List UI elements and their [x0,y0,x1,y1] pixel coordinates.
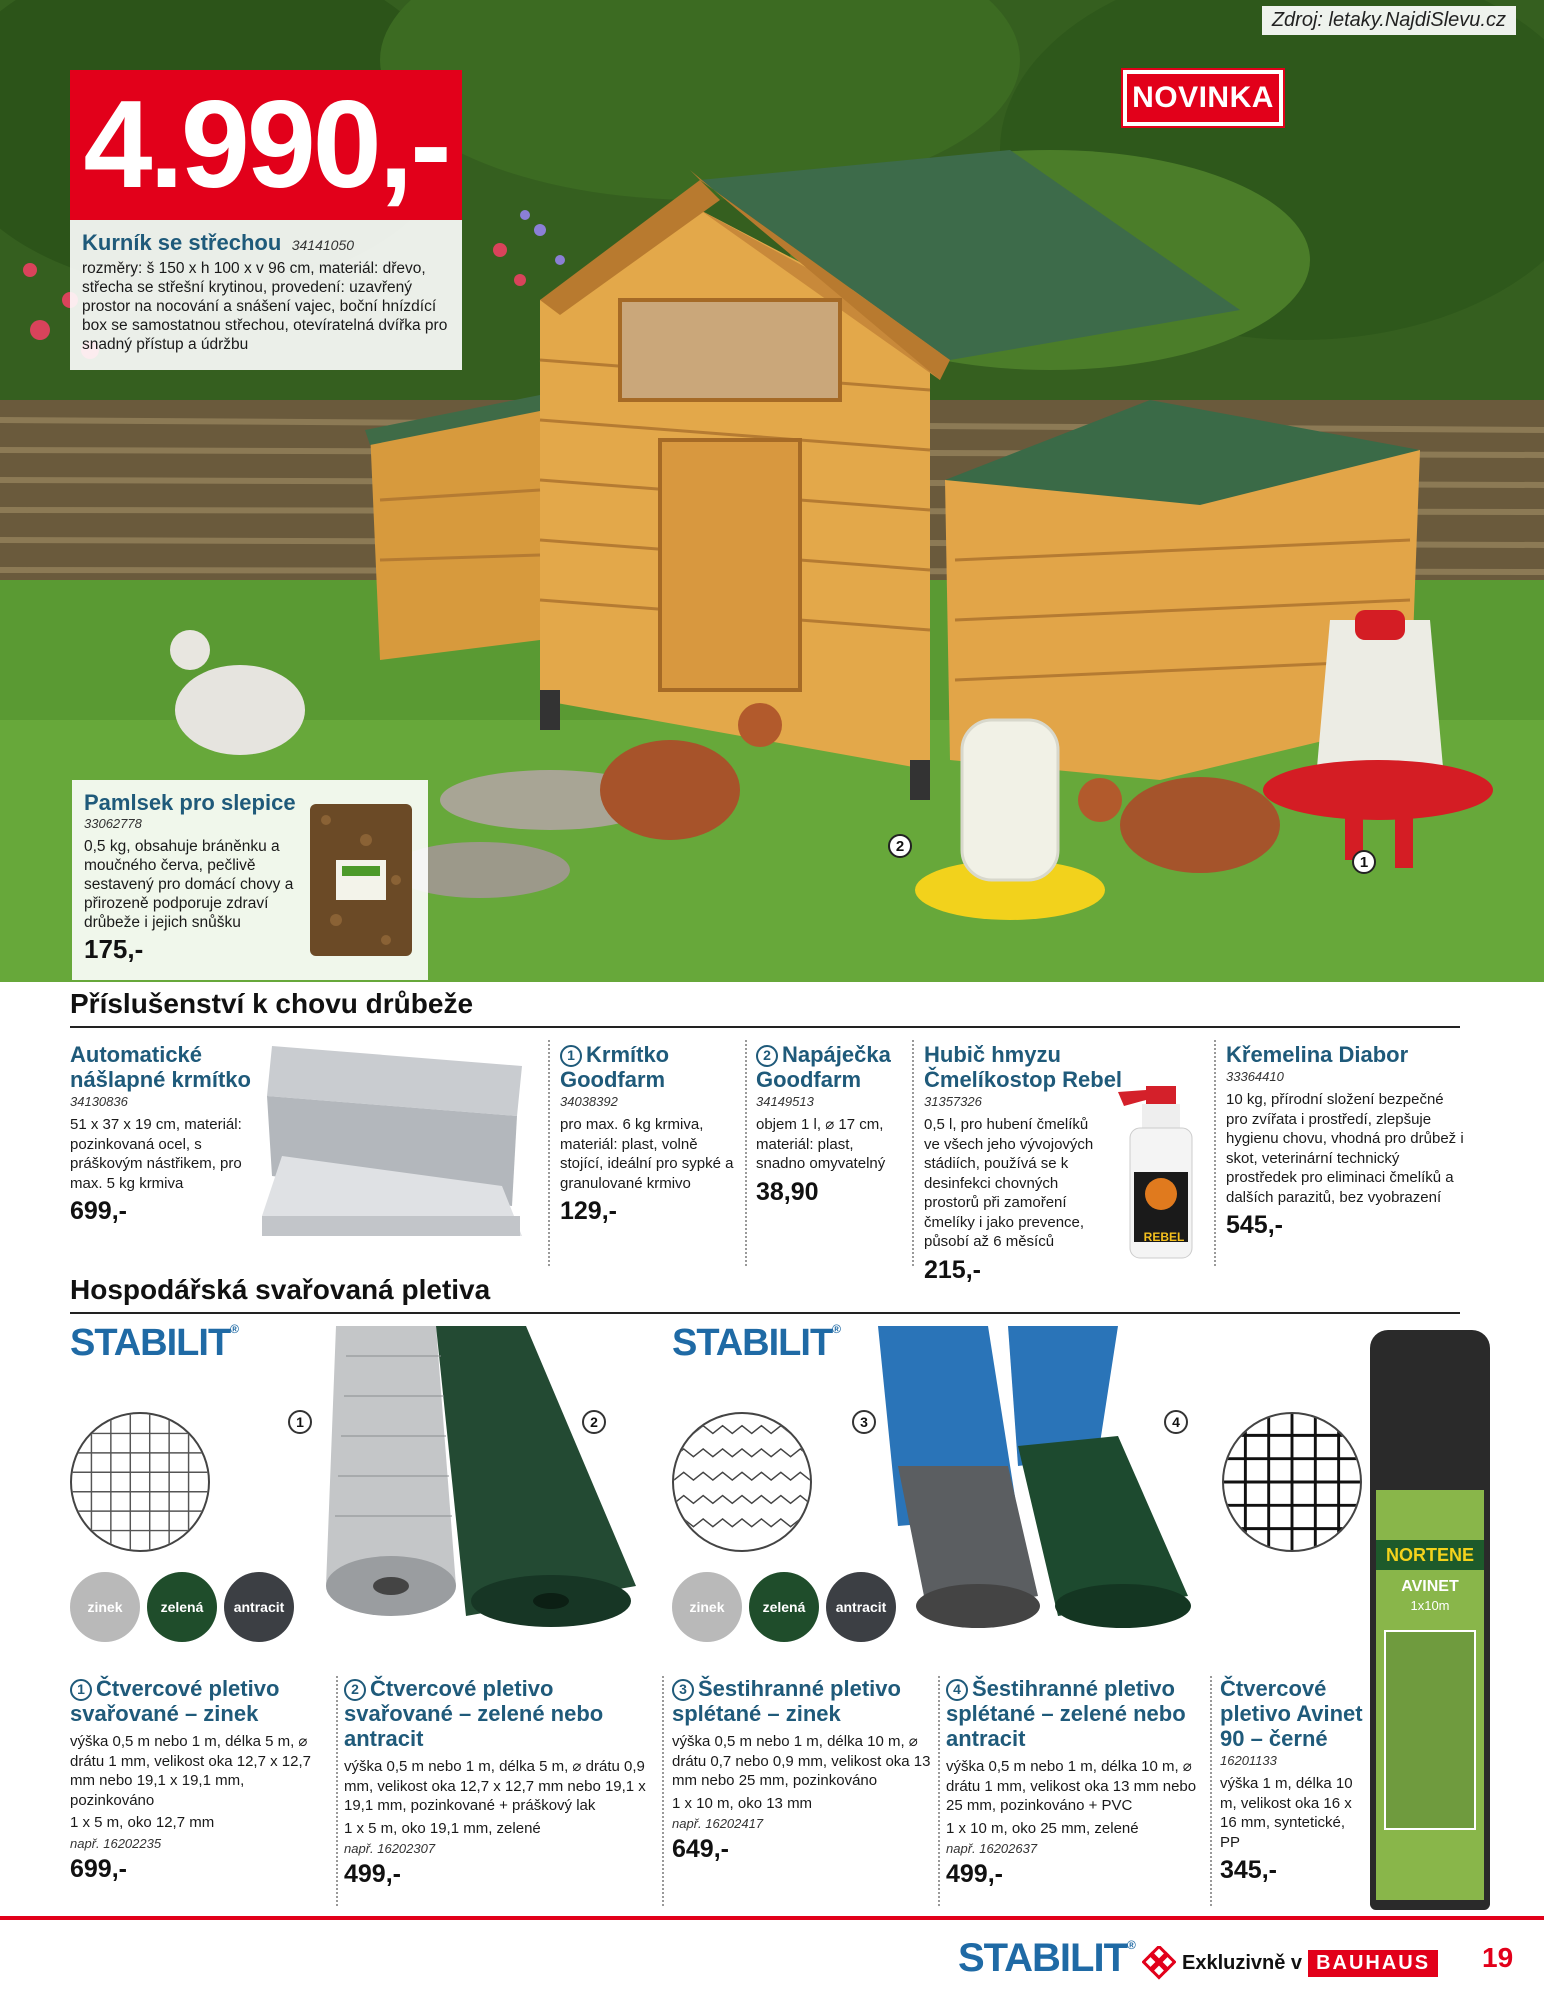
product-price: 649,- [672,1835,729,1863]
source-note: Zdroj: letaky.NajdiSlevu.cz [1262,6,1516,35]
hexagonal-mesh-rolls-image [868,1316,1198,1628]
product-variant: 1 x 5 m, oko 12,7 mm [70,1814,215,1831]
auto-feeder-image [252,1036,537,1254]
product-name: Šestihranné pletivo splétané – zelené nebo antracit [946,1676,1186,1751]
treat-bag-image [306,800,416,960]
product-description: pro max. 6 kg krmiva, materiál: plast, volně stojící, ideální pro sypké a granulované krmivo [560,1116,734,1192]
product-feeder-goodfarm [560,1042,740,1226]
footer-divider [0,1916,1544,1920]
exclusive-text: Exkluzivně v [1182,1951,1303,1974]
coop-name: Kurník se střechou [82,230,282,255]
hexagonal-mesh-icon [672,1412,812,1552]
product-diatomite [1226,1042,1466,1240]
product-code: např. 16202235 [70,1835,162,1851]
product-name: Automatické nášlapné krmítko [70,1042,251,1092]
product-code: 16201133 [1220,1753,1277,1768]
product-description: 51 x 37 x 19 cm, materiál: pozinkovaná ocel, s práškovým nástřikem, pro max. 5 kg krmiva [70,1116,242,1192]
footer-stabilit-logo: STABILIT® [958,1936,1135,1980]
product-price: 129,- [560,1197,617,1225]
product-variant: 1 x 10 m, oko 13 mm [672,1794,813,1812]
product-waterer-goodfarm [756,1042,906,1207]
roll-marker-3: 3 [852,1410,876,1434]
new-product-badge: NOVINKA [1123,70,1283,126]
coop-info [70,220,462,370]
product-description: výška 0,5 m nebo 1 m, délka 5 m, ⌀ drátu 1 mm, velikost oka 12,7 x 12,7 mm nebo 19,1 x 19,1 mm, pozinkováno [70,1733,311,1809]
separator [938,1676,940,1906]
coop-description: rozměry: š 150 x h 100 x v 96 cm, materiál: dřevo, střecha se střešní krytinou, provedení: uzavřený prostor na nocování a snášení vajec, boční hnízdící box se samostatnou střechou, otevíratelná dvířka pro snadný přístup a údržbu [82,260,448,353]
product-variant: 1 x 5 m, oko 19,1 mm, zelené [344,1819,541,1837]
product-price: 545,- [1226,1211,1283,1239]
product-number: 4 [946,1679,968,1701]
roll-marker-2: 2 [582,1410,606,1434]
footer-exclusive [1142,1946,1438,1980]
product-number: 1 [560,1045,582,1067]
product-name: Krmítko Goodfarm [560,1042,670,1092]
product-description: výška 0,5 m nebo 1 m, délka 10 m, ⌀ drátu 0,7 nebo 0,9 mm, velikost oka 13 mm nebo 25 mm, pozinkováno [672,1733,931,1789]
treat-code: 33062778 [84,816,142,831]
sprayer-label: REBEL [1143,1230,1185,1244]
separator [1214,1040,1216,1266]
product-price: 499,- [344,1860,401,1888]
avinet-size: 1x10m [1410,1598,1450,1613]
product-description: 10 kg, přírodní složení bezpečné pro zvířata i prostředí, zlepšuje hygienu chovu, vhodná pro drůbež i skot, veterinární technický prostředek pro eliminaci čmelíků a dalších parazitů, bez vyobrazení [1226,1091,1464,1206]
separator [336,1676,338,1906]
treat-info [72,780,428,980]
hero-banner [0,0,1544,982]
product-description: výška 0,5 m nebo 1 m, délka 5 m, ⌀ drátu 0,9 mm, velikost oka 12,7 x 12,7 mm nebo 19,1 x 19,1 mm, pozinkované + práškový lak [344,1758,646,1814]
stabilit-logo: STABILIT® [672,1322,841,1364]
product-code: např. 16202307 [344,1841,436,1856]
product-name: Hubič hmyzu Čmelíkostop Rebel [924,1042,1123,1092]
product-number: 2 [344,1679,366,1701]
treat-name: Pamlsek pro slepice [84,790,296,815]
stabilit-logo: STABILIT® [70,1322,239,1364]
coop-price: 4.990,- [70,70,462,220]
coop-code: 34141050 [291,237,355,253]
roll-marker-4: 4 [1164,1410,1188,1434]
accessories-section-title: Příslušenství k chovu drůbeže [70,988,474,1019]
separator [662,1676,664,1906]
product-description: výška 1 m, délka 10 m, velikost oka 16 x 16 mm, syntetické, PP [1220,1775,1353,1851]
product-square-mesh-green [344,1676,654,1889]
product-description: 0,5 l, pro hubení čmelíků ve všech jeho vývojových stádiích, používá se k desinfekci chovných prostorů při zamoření čmelíky i jako prevence, působí až 6 měsíců [924,1116,1094,1250]
bauhaus-flower-icon [1142,1946,1176,1980]
product-name: Napáječka Goodfarm [756,1042,891,1092]
product-number: 2 [756,1045,778,1067]
product-hex-mesh-zinc [672,1676,934,1864]
product-avinet-mesh [1220,1676,1365,1885]
product-code: 34038392 [560,1094,618,1109]
product-code: 34130836 [70,1094,128,1109]
roll-marker-1: 1 [288,1410,312,1434]
separator [548,1040,550,1266]
color-swatch-anthracite: antracit [224,1572,294,1642]
product-price: 38,90 [756,1177,819,1206]
product-auto-feeder [70,1042,260,1226]
bauhaus-logo: BAUHAUS [1308,1950,1438,1977]
product-code: např. 16202637 [946,1841,1038,1856]
treat-price: 175,- [84,934,144,964]
square-mesh-icon [70,1412,210,1552]
product-variant: 1 x 10 m, oko 25 mm, zelené [946,1819,1139,1837]
product-price: 215,- [924,1255,981,1284]
product-name: Čtvercové pletivo svařované – zelené nebo antracit [344,1676,604,1751]
color-swatch-zinc: zinek [70,1572,140,1642]
separator [1210,1676,1212,1906]
product-code: 31357326 [924,1094,982,1109]
product-number: 1 [70,1679,92,1701]
color-swatch-anthracite: antracit [826,1572,896,1642]
product-code: 33364410 [1226,1069,1284,1084]
color-swatch-green: zelená [749,1572,819,1642]
page-number: 19 [1482,1942,1514,1973]
product-description: výška 0,5 m nebo 1 m, délka 10 m, ⌀ drátu 1 mm, velikost oka 13 mm nebo 25 mm, pozinkováno + PVC [946,1758,1197,1814]
product-price: 499,- [946,1860,1003,1888]
product-price: 699,- [70,1854,127,1883]
product-price: 345,- [1220,1856,1277,1884]
avinet-label: AVINET [1401,1578,1459,1595]
treat-description: 0,5 kg, obsahuje bráněnku a moučného červa, pečlivě sestavený pro domácí chovy a přirozeně podporuje zdraví drůbeže i jejich snůšku [84,838,294,931]
color-swatch-green: zelená [147,1572,217,1642]
section-divider [70,1312,1460,1314]
separator [912,1040,914,1266]
product-price: 699,- [70,1197,127,1225]
section-divider [70,1026,1460,1028]
product-code: např. 16202417 [672,1816,764,1831]
avinet-roll-image [1370,1330,1490,1910]
color-swatch-zinc: zinek [672,1572,742,1642]
feeder-marker: 1 [1352,850,1376,874]
product-code: 34149513 [756,1094,814,1109]
product-hex-mesh-green [946,1676,1206,1889]
product-name: Šestihranné pletivo splétané – zinek [672,1676,901,1726]
product-square-mesh-zinc [70,1676,330,1884]
product-description: objem 1 l, ⌀ 17 cm, materiál: plast, snadno omyvatelný [756,1116,886,1172]
product-name: Křemelina Diabor [1226,1042,1409,1067]
black-square-mesh-icon [1222,1412,1362,1552]
waterer-marker: 2 [888,834,912,858]
product-name: Čtvercové pletivo Avinet 90 – černé [1220,1676,1363,1751]
product-number: 3 [672,1679,694,1701]
mesh-section-title: Hospodářská svařovaná pletiva [70,1274,491,1305]
nortene-logo: NORTENE [1376,1540,1484,1570]
square-mesh-rolls-image [316,1316,646,1628]
product-name: Čtvercové pletivo svařované – zinek [70,1676,280,1726]
separator [745,1040,747,1266]
